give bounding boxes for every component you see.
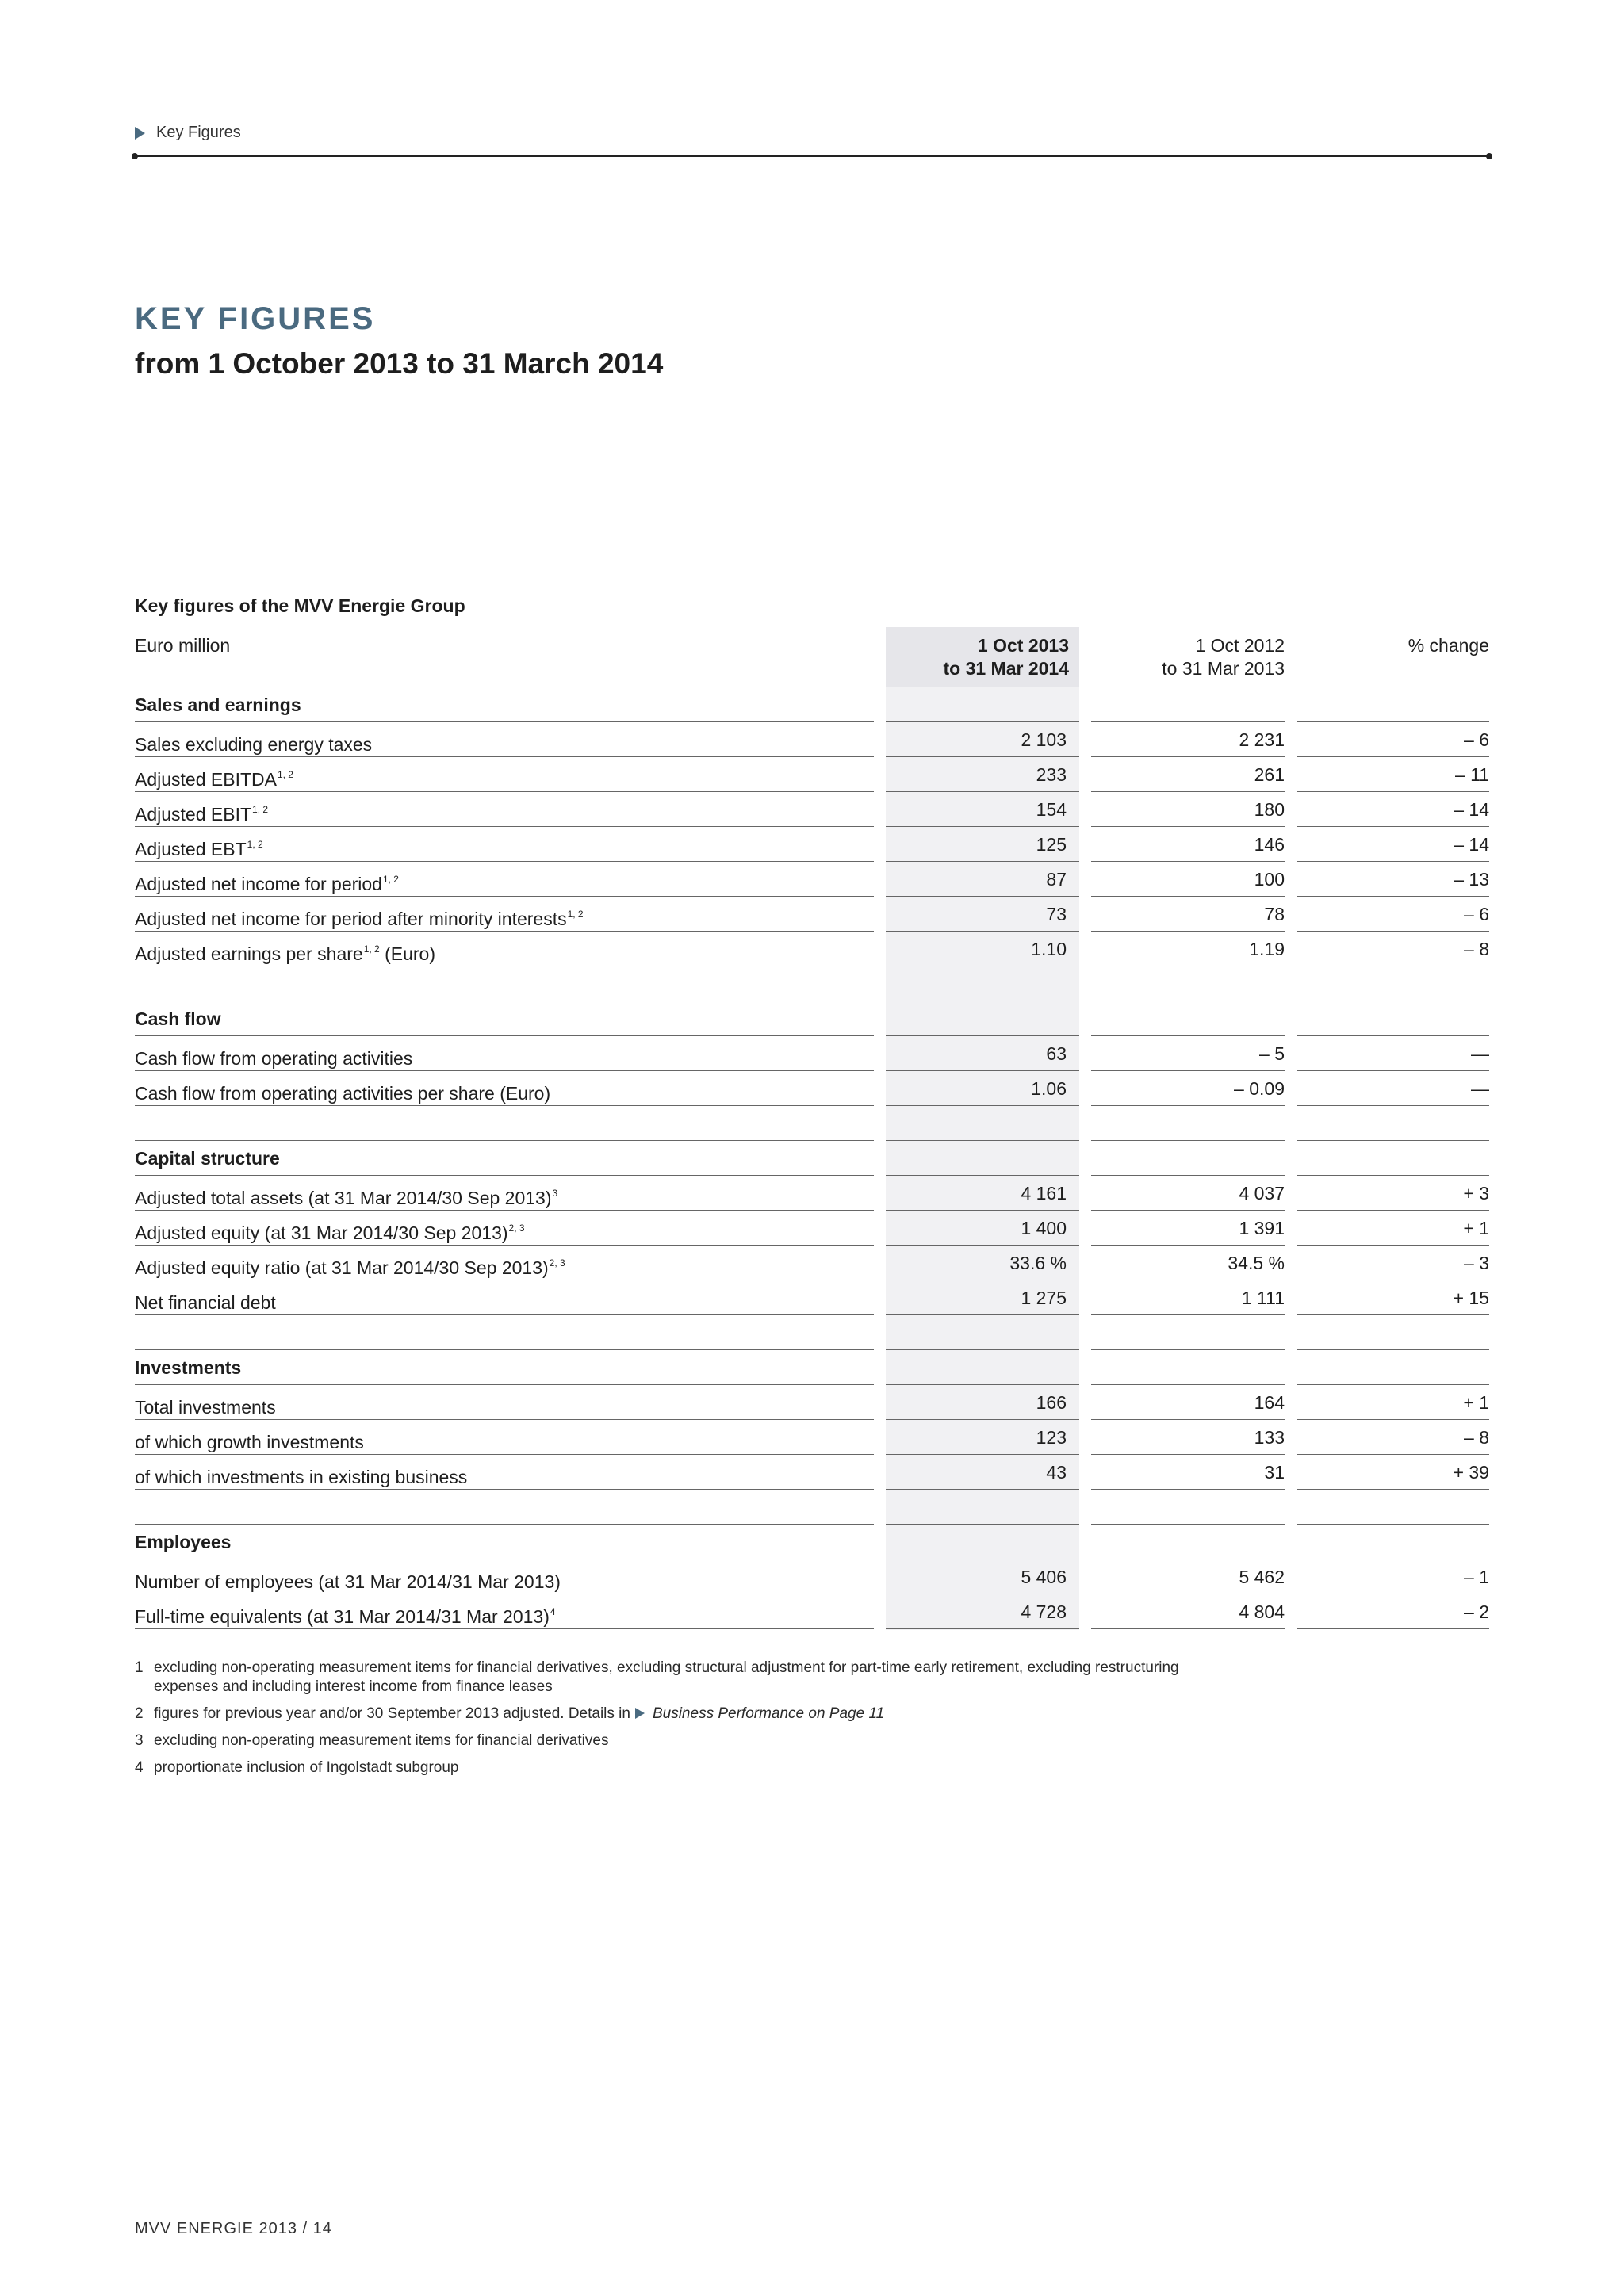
row-label-text: Cash flow from operating activities (135, 1048, 413, 1069)
value-prior-period: 133 (1091, 1420, 1285, 1455)
table-row (0, 1036, 1624, 1071)
footnote-text-content: excluding non-operating measurement items for financial derivatives, excluding structural adjustment for part-time early retirement, excluding restructuring expenses and including interest income from finance leases (154, 1659, 1179, 1695)
footnote-ref: 2, 3 (549, 1257, 565, 1269)
row-label (135, 862, 874, 897)
header-prior-period-line1: 1 Oct 2012 (1195, 635, 1285, 656)
value-current-period: 166 (886, 1385, 1079, 1420)
value-prior-period (1091, 1001, 1285, 1036)
section-heading (135, 1525, 874, 1559)
spacer-row (0, 1315, 1624, 1350)
table-row (0, 1280, 1624, 1315)
value-percent-change: – 14 (1297, 827, 1489, 862)
value-prior-period: 180 (1091, 792, 1285, 827)
value-prior-period (1091, 1106, 1285, 1141)
value-current-period (886, 1525, 1079, 1559)
table-row (0, 1176, 1624, 1211)
footnote-ref: 1, 2 (252, 804, 269, 815)
row-label (135, 1071, 874, 1106)
row-label (135, 1211, 874, 1246)
section-row (0, 1350, 1624, 1385)
section-row (0, 1525, 1624, 1559)
table-row (0, 827, 1624, 862)
header-percent-change: % change (1408, 635, 1489, 656)
row-label-text: Sales excluding energy taxes (135, 734, 373, 755)
value-prior-period: – 0.09 (1091, 1071, 1285, 1106)
value-current-period (886, 1315, 1079, 1350)
footnote-text (154, 1732, 1245, 1751)
link-arrow-icon (635, 1708, 645, 1719)
row-label (135, 1106, 874, 1141)
row-label (135, 1246, 874, 1280)
row-label-text: Full-time equivalents (at 31 Mar 2014/31 Mar 2013) (135, 1606, 550, 1627)
row-label-text: Investments (135, 1357, 242, 1378)
value-current-period: 33.6 % (886, 1246, 1079, 1280)
value-current-period: 43 (886, 1455, 1079, 1490)
row-label (135, 1280, 874, 1315)
value-prior-period (1091, 1490, 1285, 1525)
value-prior-period: 4 037 (1091, 1176, 1285, 1211)
value-current-period: 4 728 (886, 1594, 1079, 1629)
value-prior-period: 1.19 (1091, 932, 1285, 966)
footnote-text-content: figures for previous year and/or 30 September 2013 adjusted. Details in (154, 1705, 630, 1722)
value-current-period: 233 (886, 757, 1079, 792)
row-label (135, 1594, 874, 1629)
value-percent-change: + 39 (1297, 1455, 1489, 1490)
table-row (0, 1420, 1624, 1455)
row-label-text: of which investments in existing business (135, 1467, 468, 1487)
value-prior-period: 78 (1091, 897, 1285, 932)
table-row (0, 1385, 1624, 1420)
footnote-text (154, 1758, 1245, 1777)
row-label-text: Adjusted equity (at 31 Mar 2014/30 Sep 2013) (135, 1223, 508, 1243)
value-prior-period: 164 (1091, 1385, 1285, 1420)
value-percent-change (1297, 1525, 1489, 1559)
value-prior-period: 1 391 (1091, 1211, 1285, 1246)
value-current-period: 1 400 (886, 1211, 1079, 1246)
section-heading (135, 1141, 874, 1176)
spacer-row (0, 1490, 1624, 1525)
footnote-ref: 1, 2 (567, 909, 584, 920)
row-label-text: Total investments (135, 1397, 276, 1418)
row-label-suffix: (Euro) (379, 943, 435, 964)
footnote (135, 1659, 1245, 1697)
row-label (135, 1315, 874, 1350)
value-prior-period: 31 (1091, 1455, 1285, 1490)
value-prior-period (1091, 1141, 1285, 1176)
row-label-text: Cash flow (135, 1008, 221, 1029)
row-label (135, 1420, 874, 1455)
footnote-text-content: excluding non-operating measurement items for financial derivatives (154, 1732, 609, 1749)
row-label-text: Cash flow from operating activities per share (Euro) (135, 1083, 551, 1104)
value-percent-change (1297, 1141, 1489, 1176)
running-header-label: Key Figures (156, 124, 241, 141)
value-current-period: 154 (886, 792, 1079, 827)
section-row (0, 1141, 1624, 1176)
table-row (0, 1211, 1624, 1246)
spacer-row (0, 966, 1624, 1001)
row-label (135, 1385, 874, 1420)
row-label (135, 1176, 874, 1211)
row-label (135, 757, 874, 792)
table-row (0, 792, 1624, 827)
value-current-period: 1.10 (886, 932, 1079, 966)
value-current-period: 4 161 (886, 1176, 1079, 1211)
value-current-period: 5 406 (886, 1559, 1079, 1594)
value-percent-change: – 13 (1297, 862, 1489, 897)
row-label-text: Adjusted total assets (at 31 Mar 2014/30 Sep 2013) (135, 1188, 552, 1208)
row-label (135, 1490, 874, 1525)
table-row (0, 1071, 1624, 1106)
value-prior-period: 2 231 (1091, 722, 1285, 757)
value-current-period (886, 1001, 1079, 1036)
value-percent-change: + 15 (1297, 1280, 1489, 1315)
triangle-marker-icon (135, 127, 145, 140)
row-label-text: Adjusted EBT (135, 839, 247, 859)
section-row (0, 1001, 1624, 1036)
value-current-period: 2 103 (886, 722, 1079, 757)
value-prior-period (1091, 1525, 1285, 1559)
value-current-period (886, 687, 1079, 722)
row-label-text: Adjusted EBIT (135, 804, 252, 825)
footnotes (135, 1659, 1245, 1785)
footnote-ref: 4 (550, 1606, 556, 1617)
value-current-period: 87 (886, 862, 1079, 897)
page-title: KEY FIGURES (135, 301, 376, 336)
value-prior-period (1091, 966, 1285, 1001)
value-prior-period: 4 804 (1091, 1594, 1285, 1629)
value-percent-change (1297, 1490, 1489, 1525)
table-row (0, 722, 1624, 757)
footnote (135, 1705, 1245, 1724)
footnote-ref: 1, 2 (363, 943, 380, 955)
table-row (0, 932, 1624, 966)
footnote-ref: 1, 2 (247, 839, 263, 850)
value-current-period: 123 (886, 1420, 1079, 1455)
row-label (135, 1036, 874, 1071)
value-prior-period: 261 (1091, 757, 1285, 792)
header-current-period (886, 634, 1069, 680)
row-label (135, 827, 874, 862)
footnote (135, 1732, 1245, 1751)
value-percent-change: – 11 (1297, 757, 1489, 792)
header-rule (135, 155, 1489, 157)
rule-dot-left (132, 153, 138, 159)
row-label (135, 1559, 874, 1594)
page-footer: MVV ENERGIE 2013 / 14 (135, 2220, 332, 2237)
value-percent-change (1297, 1001, 1489, 1036)
row-label-text: Employees (135, 1532, 232, 1552)
row-label-text: Adjusted EBITDA (135, 769, 277, 790)
running-header (135, 124, 241, 142)
value-prior-period: 34.5 % (1091, 1246, 1285, 1280)
row-label (135, 932, 874, 966)
value-prior-period: 100 (1091, 862, 1285, 897)
value-percent-change (1297, 1315, 1489, 1350)
key-figures-table-body (0, 687, 1624, 1629)
header-current-period-line1: 1 Oct 2013 (977, 635, 1069, 656)
value-current-period (886, 1141, 1079, 1176)
row-label (135, 966, 874, 1001)
value-percent-change: + 1 (1297, 1211, 1489, 1246)
value-current-period: 1.06 (886, 1071, 1079, 1106)
table-row (0, 1594, 1624, 1629)
footnote-text (154, 1659, 1245, 1697)
footnote-number: 4 (135, 1759, 144, 1776)
footnote-number: 2 (135, 1705, 144, 1722)
row-label-text: Adjusted equity ratio (at 31 Mar 2014/30 Sep 2013) (135, 1257, 549, 1278)
value-current-period: 1 275 (886, 1280, 1079, 1315)
value-percent-change: — (1297, 1036, 1489, 1071)
row-label (135, 722, 874, 757)
section-heading (135, 687, 874, 722)
value-prior-period (1091, 1350, 1285, 1385)
row-label-text: Adjusted net income for period after minority interests (135, 909, 567, 929)
row-label-text: of which growth investments (135, 1432, 364, 1452)
table-title: Key figures of the MVV Energie Group (135, 595, 465, 616)
header-prior-period (1091, 634, 1285, 680)
value-percent-change (1297, 966, 1489, 1001)
value-current-period (886, 1106, 1079, 1141)
table-row (0, 1246, 1624, 1280)
value-percent-change: – 8 (1297, 1420, 1489, 1455)
unit-label: Euro million (135, 635, 231, 656)
table-row (0, 1455, 1624, 1490)
row-label-text: Net financial debt (135, 1292, 276, 1313)
footnote-ref: 2, 3 (508, 1223, 525, 1234)
header-current-period-line2: to 31 Mar 2014 (943, 658, 1069, 679)
row-label-text: Number of employees (at 31 Mar 2014/31 Mar 2013) (135, 1571, 561, 1592)
footnote-text (154, 1705, 1245, 1724)
footnote (135, 1758, 1245, 1777)
value-prior-period: 1 111 (1091, 1280, 1285, 1315)
row-label (135, 792, 874, 827)
row-label-text: Adjusted net income for period (135, 874, 382, 894)
value-percent-change (1297, 1106, 1489, 1141)
table-row (0, 1559, 1624, 1594)
row-label-text: Sales and earnings (135, 695, 301, 715)
value-percent-change: — (1297, 1071, 1489, 1106)
value-prior-period (1091, 1315, 1285, 1350)
page-subtitle: from 1 October 2013 to 31 March 2014 (135, 347, 664, 380)
value-percent-change: – 8 (1297, 932, 1489, 966)
header-prior-period-line2: to 31 Mar 2013 (1162, 658, 1285, 679)
footnote-text-content: proportionate inclusion of Ingolstadt subgroup (154, 1759, 459, 1776)
row-label (135, 897, 874, 932)
value-current-period (886, 1350, 1079, 1385)
value-percent-change: – 3 (1297, 1246, 1489, 1280)
value-current-period: 125 (886, 827, 1079, 862)
section-row (0, 687, 1624, 722)
value-percent-change: – 6 (1297, 897, 1489, 932)
value-prior-period: 5 462 (1091, 1559, 1285, 1594)
value-current-period (886, 1490, 1079, 1525)
value-current-period: 73 (886, 897, 1079, 932)
footnote-ref: 3 (552, 1188, 558, 1199)
value-percent-change (1297, 687, 1489, 722)
table-row (0, 757, 1624, 792)
value-percent-change (1297, 1350, 1489, 1385)
value-current-period: 63 (886, 1036, 1079, 1071)
section-heading (135, 1350, 874, 1385)
value-percent-change: – 6 (1297, 722, 1489, 757)
row-label (135, 1455, 874, 1490)
spacer-row (0, 1106, 1624, 1141)
section-heading (135, 1001, 874, 1036)
value-percent-change: – 2 (1297, 1594, 1489, 1629)
row-label-text: Adjusted earnings per share (135, 943, 363, 964)
value-percent-change: – 1 (1297, 1559, 1489, 1594)
footnote-ref: 1, 2 (382, 874, 399, 885)
row-label-text: Capital structure (135, 1148, 280, 1169)
rule-dot-right (1486, 153, 1492, 159)
cross-reference-link[interactable]: Business Performance on Page 11 (652, 1705, 885, 1722)
value-percent-change: + 3 (1297, 1176, 1489, 1211)
value-prior-period (1091, 687, 1285, 722)
footnote-number: 1 (135, 1659, 144, 1676)
value-current-period (886, 966, 1079, 1001)
footnote-number: 3 (135, 1732, 144, 1749)
table-row (0, 897, 1624, 932)
table-row (0, 862, 1624, 897)
value-percent-change: – 14 (1297, 792, 1489, 827)
footnote-ref: 1, 2 (277, 769, 293, 780)
value-prior-period: 146 (1091, 827, 1285, 862)
value-percent-change: + 1 (1297, 1385, 1489, 1420)
value-prior-period: – 5 (1091, 1036, 1285, 1071)
